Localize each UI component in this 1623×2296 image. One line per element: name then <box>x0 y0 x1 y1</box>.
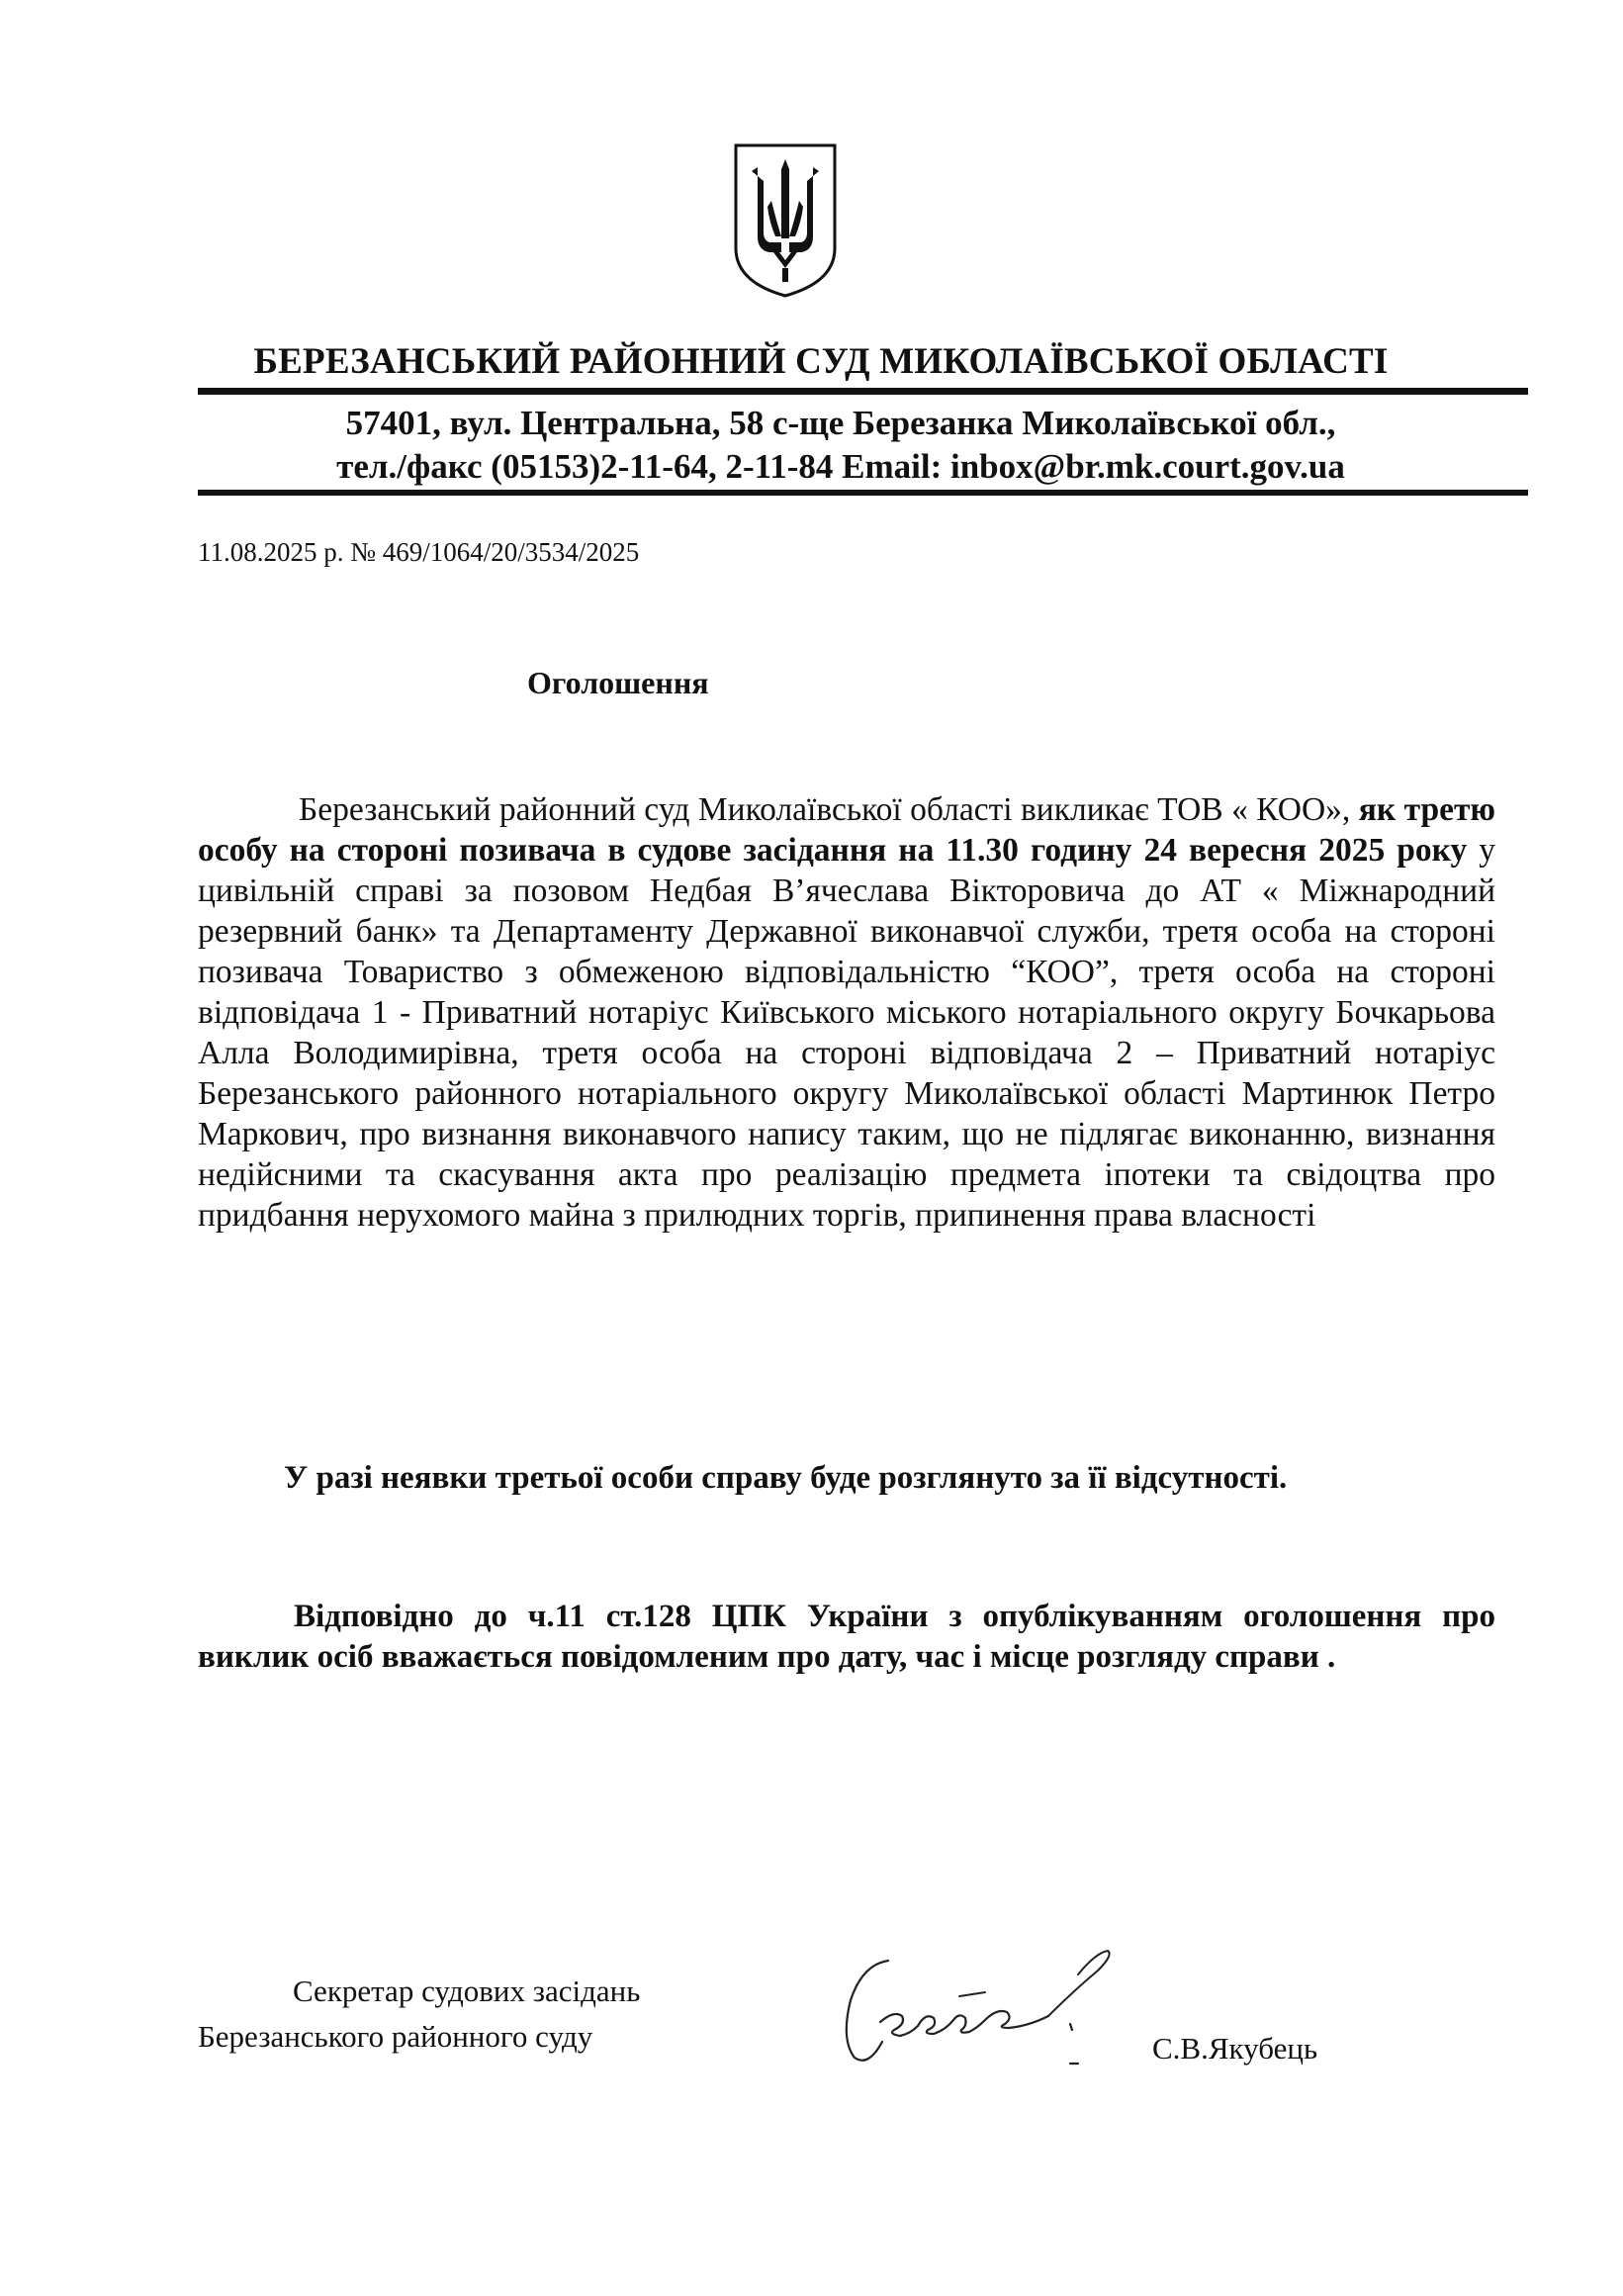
document-title: Оголошення <box>527 665 709 700</box>
absence-notice-paragraph: У разі неявки третьої особи справу буде розглянуто за її відсутності. <box>284 1460 1288 1496</box>
signatory-name: С.В.Якубець <box>1152 2031 1318 2066</box>
document-reference: 11.08.2025 р. № 469/1064/20/3534/2025 <box>198 537 640 567</box>
signatory-position: Секретар судових засідань <box>293 1974 641 2008</box>
paragraph-text: у цивільній справі за позовом Недбая В’ячеслава Вікторовича до АТ « Міжнародний резервний банк» та Департаменту Державної виконавчої служби, третя особа на стороні позивача Товариство з обмеженою відповідальністю “КОО”, третя особа на стороні відповідача 1 - Приватний нотаріус Київського міського нотаріального округу Бочкарьова Алла Володимирівна, третя особа на стороні відповідача 2 – Приватний нотаріус Березанського районного нотаріального округу Миколаївської області Мартинюк Петро Маркович, про визнання виконавчого напису таким, що не підлягає виконанню, визнання недійсними та скасування акта про реалізацію предмета іпотеки та свідоцтва про придбання нерухомого майна з прилюдних торгів, припинення права власності <box>198 832 1496 1234</box>
header-rule-top <box>198 388 1528 395</box>
announcement-paragraph <box>198 789 1495 1236</box>
paragraph-bold-text: як третю особу на стороні позивача в судове засідання на 11.30 годину 24 вересня 2025 року <box>198 791 1495 869</box>
paragraph-text: Березанський районний суд Миколаївської області викликає ТОВ « КОО», <box>299 791 1359 828</box>
court-contacts: тел./факс (05153)2-11-64, 2-11-84 Email: inbox@br.mk.court.gov.ua <box>336 447 1345 486</box>
court-address: 57401, вул. Центральна, 58 с-ще Березанка Миколаївської обл., <box>345 404 1336 442</box>
header-rule-bottom <box>198 490 1528 496</box>
signatory-court: Березанського районного суду <box>198 2019 593 2054</box>
ukraine-trident-icon <box>730 141 841 300</box>
court-name: БЕРЕЗАНСЬКИЙ РАЙОННИЙ СУД МИКОЛАЇВСЬКОЇ ОБЛАСТІ <box>253 341 1389 382</box>
legal-basis-paragraph: Відповідно до ч.11 ст.128 ЦПК України з опублікуванням оголошення про виклик осіб вважається повідомленим про дату, час і місце розгляду справи . <box>198 1599 1495 1675</box>
handwritten-signature <box>811 1931 1177 2079</box>
